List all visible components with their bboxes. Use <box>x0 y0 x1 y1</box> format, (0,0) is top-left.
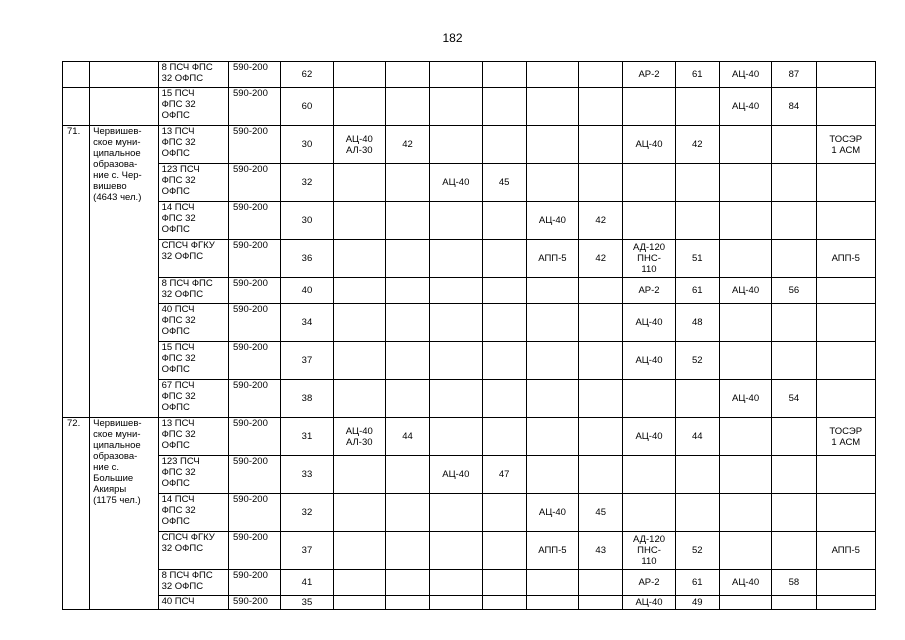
table-row <box>63 126 876 164</box>
arrival-time-cell: 47 <box>482 456 526 494</box>
equipment-cell <box>526 278 578 304</box>
arrival-time-cell: 42 <box>385 126 429 164</box>
arrival-time-cell <box>772 494 816 532</box>
arrival-time-cell <box>772 596 816 610</box>
arrival-time-cell <box>772 532 816 570</box>
extra-equipment-cell <box>816 278 876 304</box>
arrival-time-cell <box>482 596 526 610</box>
equipment-cell: АЦ-40 <box>719 278 771 304</box>
equipment-cell: АР-2 <box>623 278 675 304</box>
unit-cell: 14 ПСЧ ФПС 32 ОФПС <box>158 202 228 240</box>
range-cell: 590-200 <box>228 126 280 164</box>
arrival-time-cell <box>385 532 429 570</box>
equipment-cell: АПП-5 <box>526 532 578 570</box>
equipment-cell <box>719 342 771 380</box>
arrival-time-cell <box>675 494 719 532</box>
equipment-cell: АР-2 <box>623 62 675 88</box>
arrival-time-cell: 49 <box>675 596 719 610</box>
arrival-time-cell <box>385 342 429 380</box>
table-row <box>63 304 876 342</box>
range-cell: 590-200 <box>228 380 280 418</box>
time-cell: 35 <box>281 596 333 610</box>
arrival-time-cell: 61 <box>675 62 719 88</box>
equipment-cell <box>719 126 771 164</box>
unit-cell: 14 ПСЧ ФПС 32 ОФПС <box>158 494 228 532</box>
arrival-time-cell <box>579 304 623 342</box>
table-row <box>63 342 876 380</box>
table-row <box>63 88 876 126</box>
equipment-cell <box>719 532 771 570</box>
table-row <box>63 380 876 418</box>
equipment-cell: АЦ-40 АЛ-30 <box>333 126 385 164</box>
equipment-cell <box>333 456 385 494</box>
arrival-time-cell <box>482 494 526 532</box>
arrival-time-cell: 52 <box>675 342 719 380</box>
arrival-time-cell <box>579 570 623 596</box>
equipment-cell: АД-120 ПНС- 110 <box>623 532 675 570</box>
equipment-cell <box>333 494 385 532</box>
arrival-time-cell <box>385 304 429 342</box>
unit-cell: 13 ПСЧ ФПС 32 ОФПС <box>158 126 228 164</box>
equipment-cell <box>719 164 771 202</box>
equipment-cell <box>526 380 578 418</box>
arrival-time-cell: 56 <box>772 278 816 304</box>
time-cell: 33 <box>281 456 333 494</box>
arrival-time-cell <box>482 240 526 278</box>
equipment-cell <box>430 380 482 418</box>
equipment-cell <box>719 240 771 278</box>
equipment-cell <box>333 570 385 596</box>
unit-cell: СПСЧ ФГКУ 32 ОФПС <box>158 532 228 570</box>
equipment-cell <box>623 380 675 418</box>
equipment-cell <box>333 278 385 304</box>
equipment-cell: АПП-5 <box>526 240 578 278</box>
arrival-time-cell <box>772 126 816 164</box>
unit-cell: 67 ПСЧ ФПС 32 ОФПС <box>158 380 228 418</box>
arrival-time-cell <box>579 380 623 418</box>
table-row <box>63 62 876 88</box>
equipment-cell <box>333 202 385 240</box>
arrival-time-cell <box>482 126 526 164</box>
unit-cell: 8 ПСЧ ФПС 32 ОФПС <box>158 570 228 596</box>
arrival-time-cell <box>385 596 429 610</box>
equipment-cell <box>430 532 482 570</box>
time-cell: 38 <box>281 380 333 418</box>
arrival-time-cell <box>579 456 623 494</box>
arrival-time-cell: 51 <box>675 240 719 278</box>
equipment-cell <box>430 494 482 532</box>
equipment-cell <box>623 164 675 202</box>
equipment-cell <box>526 164 578 202</box>
equipment-cell <box>623 202 675 240</box>
extra-equipment-cell: АПП-5 <box>816 532 876 570</box>
extra-equipment-cell <box>816 342 876 380</box>
unit-cell: СПСЧ ФГКУ 32 ОФПС <box>158 240 228 278</box>
arrival-time-cell <box>385 240 429 278</box>
equipment-cell <box>526 88 578 126</box>
arrival-time-cell <box>675 164 719 202</box>
equipment-cell <box>430 62 482 88</box>
time-cell: 41 <box>281 570 333 596</box>
time-cell: 32 <box>281 164 333 202</box>
table-row <box>63 278 876 304</box>
time-cell: 37 <box>281 342 333 380</box>
equipment-cell <box>333 596 385 610</box>
extra-equipment-cell <box>816 88 876 126</box>
arrival-time-cell <box>482 380 526 418</box>
equipment-cell <box>719 202 771 240</box>
extra-equipment-cell <box>816 570 876 596</box>
equipment-cell <box>719 456 771 494</box>
range-cell: 590-200 <box>228 596 280 610</box>
equipment-cell <box>430 418 482 456</box>
range-cell: 590-200 <box>228 278 280 304</box>
equipment-cell <box>526 456 578 494</box>
extra-equipment-cell: ТОСЭР 1 АСМ <box>816 126 876 164</box>
equipment-cell <box>526 596 578 610</box>
equipment-cell <box>430 202 482 240</box>
row-number-cell: 72. <box>63 418 90 610</box>
equipment-cell <box>526 62 578 88</box>
extra-equipment-cell <box>816 596 876 610</box>
page-number: 182 <box>442 31 463 45</box>
settlement-cell <box>90 88 158 126</box>
arrival-time-cell <box>772 240 816 278</box>
range-cell: 590-200 <box>228 456 280 494</box>
table-row <box>63 532 876 570</box>
equipment-cell <box>526 304 578 342</box>
time-cell: 36 <box>281 240 333 278</box>
equipment-cell <box>333 532 385 570</box>
extra-equipment-cell <box>816 380 876 418</box>
time-cell: 62 <box>281 62 333 88</box>
equipment-cell <box>526 570 578 596</box>
arrival-time-cell: 61 <box>675 570 719 596</box>
time-cell: 30 <box>281 126 333 164</box>
time-cell: 32 <box>281 494 333 532</box>
arrival-time-cell <box>385 456 429 494</box>
fire-resources-table <box>62 61 876 610</box>
arrival-time-cell <box>579 596 623 610</box>
equipment-cell <box>526 418 578 456</box>
equipment-cell <box>333 304 385 342</box>
arrival-time-cell <box>579 418 623 456</box>
equipment-cell <box>430 342 482 380</box>
arrival-time-cell: 61 <box>675 278 719 304</box>
equipment-cell <box>526 342 578 380</box>
arrival-time-cell <box>579 342 623 380</box>
equipment-cell: АЦ-40 <box>623 596 675 610</box>
table-row <box>63 456 876 494</box>
equipment-cell <box>333 164 385 202</box>
equipment-cell <box>430 278 482 304</box>
equipment-cell: АЦ-40 <box>623 418 675 456</box>
equipment-cell: АЦ-40 <box>719 62 771 88</box>
arrival-time-cell <box>579 278 623 304</box>
range-cell: 590-200 <box>228 532 280 570</box>
equipment-cell <box>623 88 675 126</box>
equipment-cell <box>333 380 385 418</box>
equipment-cell: АЦ-40 <box>719 570 771 596</box>
equipment-cell <box>333 342 385 380</box>
settlement-cell: Червишев- ское муни- ципальное образова- ние с. Большие Акияры (1175 чел.) <box>90 418 158 610</box>
arrival-time-cell <box>772 456 816 494</box>
arrival-time-cell <box>675 456 719 494</box>
arrival-time-cell: 45 <box>579 494 623 532</box>
arrival-time-cell <box>772 418 816 456</box>
equipment-cell: АЦ-40 <box>719 88 771 126</box>
arrival-time-cell <box>385 570 429 596</box>
arrival-time-cell <box>482 278 526 304</box>
arrival-time-cell <box>772 304 816 342</box>
equipment-cell: АЦ-40 <box>623 342 675 380</box>
arrival-time-cell <box>385 380 429 418</box>
equipment-cell: АР-2 <box>623 570 675 596</box>
arrival-time-cell <box>675 202 719 240</box>
arrival-time-cell <box>482 570 526 596</box>
extra-equipment-cell <box>816 494 876 532</box>
equipment-cell <box>719 418 771 456</box>
range-cell: 590-200 <box>228 202 280 240</box>
arrival-time-cell: 58 <box>772 570 816 596</box>
arrival-time-cell <box>675 88 719 126</box>
table-row <box>63 418 876 456</box>
row-number-cell <box>63 88 90 126</box>
equipment-cell <box>526 126 578 164</box>
arrival-time-cell <box>675 380 719 418</box>
time-cell: 34 <box>281 304 333 342</box>
time-cell: 30 <box>281 202 333 240</box>
arrival-time-cell: 54 <box>772 380 816 418</box>
equipment-cell <box>719 596 771 610</box>
arrival-time-cell: 42 <box>579 240 623 278</box>
arrival-time-cell <box>482 202 526 240</box>
range-cell: 590-200 <box>228 304 280 342</box>
time-cell: 31 <box>281 418 333 456</box>
range-cell: 590-200 <box>228 240 280 278</box>
equipment-cell: АЦ-40 <box>430 456 482 494</box>
row-number-cell <box>63 62 90 88</box>
equipment-cell: АЦ-40 <box>719 380 771 418</box>
arrival-time-cell <box>482 304 526 342</box>
arrival-time-cell <box>385 88 429 126</box>
arrival-time-cell: 48 <box>675 304 719 342</box>
arrival-time-cell <box>482 62 526 88</box>
unit-cell: 15 ПСЧ ФПС 32 ОФПС <box>158 342 228 380</box>
equipment-cell <box>719 494 771 532</box>
table-row <box>63 164 876 202</box>
equipment-cell <box>333 240 385 278</box>
unit-cell: 40 ПСЧ <box>158 596 228 610</box>
equipment-cell <box>623 456 675 494</box>
arrival-time-cell <box>579 88 623 126</box>
unit-cell: 123 ПСЧ ФПС 32 ОФПС <box>158 164 228 202</box>
equipment-cell <box>430 304 482 342</box>
equipment-cell: АЦ-40 <box>526 494 578 532</box>
equipment-cell <box>430 596 482 610</box>
arrival-time-cell <box>772 202 816 240</box>
arrival-time-cell <box>772 164 816 202</box>
arrival-time-cell: 42 <box>579 202 623 240</box>
extra-equipment-cell <box>816 164 876 202</box>
unit-cell: 8 ПСЧ ФПС 32 ОФПС <box>158 278 228 304</box>
arrival-time-cell <box>482 342 526 380</box>
unit-cell: 123 ПСЧ ФПС 32 ОФПС <box>158 456 228 494</box>
time-cell: 40 <box>281 278 333 304</box>
arrival-time-cell <box>385 202 429 240</box>
range-cell: 590-200 <box>228 494 280 532</box>
arrival-time-cell <box>579 164 623 202</box>
table-row <box>63 494 876 532</box>
range-cell: 590-200 <box>228 342 280 380</box>
extra-equipment-cell <box>816 304 876 342</box>
table-row <box>63 240 876 278</box>
range-cell: 590-200 <box>228 418 280 456</box>
arrival-time-cell <box>482 88 526 126</box>
table-row <box>63 570 876 596</box>
extra-equipment-cell <box>816 62 876 88</box>
arrival-time-cell: 43 <box>579 532 623 570</box>
extra-equipment-cell: ТОСЭР 1 АСМ <box>816 418 876 456</box>
arrival-time-cell <box>385 494 429 532</box>
equipment-cell <box>430 570 482 596</box>
arrival-time-cell: 84 <box>772 88 816 126</box>
equipment-cell <box>430 240 482 278</box>
equipment-cell <box>333 88 385 126</box>
range-cell: 590-200 <box>228 164 280 202</box>
settlement-cell <box>90 62 158 88</box>
equipment-cell: АЦ-40 <box>623 126 675 164</box>
time-cell: 37 <box>281 532 333 570</box>
arrival-time-cell <box>385 164 429 202</box>
arrival-time-cell: 87 <box>772 62 816 88</box>
table-row <box>63 202 876 240</box>
unit-cell: 8 ПСЧ ФПС 32 ОФПС <box>158 62 228 88</box>
arrival-time-cell: 45 <box>482 164 526 202</box>
range-cell: 590-200 <box>228 570 280 596</box>
arrival-time-cell <box>482 532 526 570</box>
arrival-time-cell: 44 <box>675 418 719 456</box>
equipment-cell: АЦ-40 <box>526 202 578 240</box>
equipment-cell: АЦ-40 <box>623 304 675 342</box>
arrival-time-cell: 44 <box>385 418 429 456</box>
extra-equipment-cell <box>816 456 876 494</box>
equipment-cell: АЦ-40 АЛ-30 <box>333 418 385 456</box>
equipment-cell <box>623 494 675 532</box>
unit-cell: 13 ПСЧ ФПС 32 ОФПС <box>158 418 228 456</box>
time-cell: 60 <box>281 88 333 126</box>
unit-cell: 40 ПСЧ ФПС 32 ОФПС <box>158 304 228 342</box>
range-cell: 590-200 <box>228 88 280 126</box>
arrival-time-cell: 42 <box>675 126 719 164</box>
equipment-cell <box>333 62 385 88</box>
equipment-cell <box>430 126 482 164</box>
extra-equipment-cell: АПП-5 <box>816 240 876 278</box>
arrival-time-cell <box>385 278 429 304</box>
equipment-cell <box>430 88 482 126</box>
extra-equipment-cell <box>816 202 876 240</box>
settlement-cell: Червишев- ское муни- ципальное образова- ние с. Чер- вишево (4643 чел.) <box>90 126 158 418</box>
arrival-time-cell <box>772 342 816 380</box>
table-row <box>63 596 876 610</box>
arrival-time-cell: 52 <box>675 532 719 570</box>
row-number-cell: 71. <box>63 126 90 418</box>
equipment-cell: АЦ-40 <box>430 164 482 202</box>
equipment-cell <box>719 304 771 342</box>
arrival-time-cell <box>579 126 623 164</box>
unit-cell: 15 ПСЧ ФПС 32 ОФПС <box>158 88 228 126</box>
arrival-time-cell <box>385 62 429 88</box>
arrival-time-cell <box>482 418 526 456</box>
range-cell: 590-200 <box>228 62 280 88</box>
arrival-time-cell <box>579 62 623 88</box>
equipment-cell: АД-120 ПНС- 110 <box>623 240 675 278</box>
